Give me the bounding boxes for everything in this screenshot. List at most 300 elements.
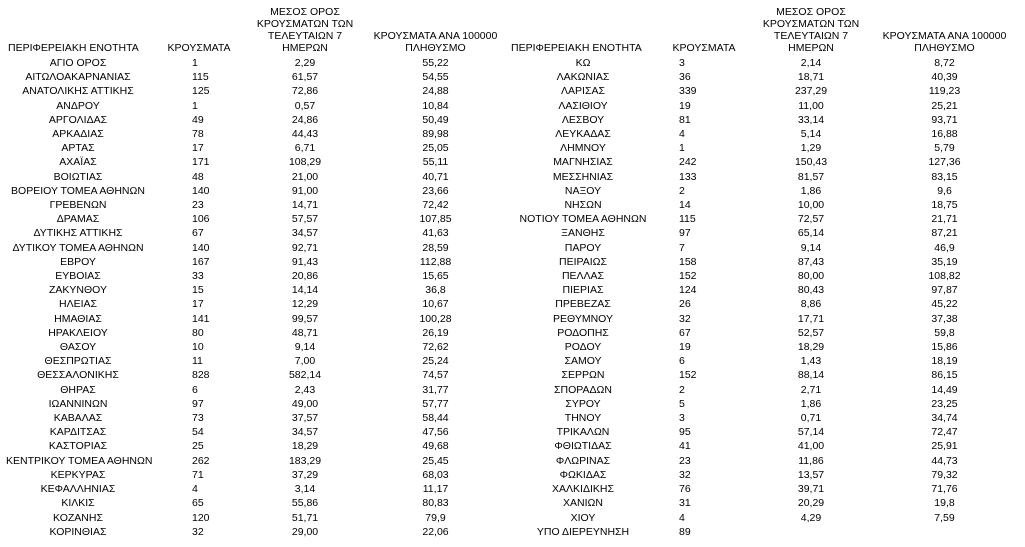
- per100k-cell: 72,47: [931, 426, 958, 439]
- per100k-cell: 71,76: [931, 483, 958, 496]
- cases-cell: 89: [679, 525, 691, 538]
- avg7-cell: 12,29: [291, 298, 319, 311]
- per100k-cell: 15,65: [422, 270, 449, 283]
- avg7-cell: 150,43: [794, 156, 828, 169]
- avg7-cell: 108,29: [288, 156, 322, 169]
- cases-cell: 115: [192, 71, 209, 84]
- per100k-cell: 16,88: [931, 128, 958, 141]
- per100k-cell: 28,59: [422, 241, 449, 254]
- cases-cell: 67: [679, 326, 691, 339]
- cases-cell: 32: [679, 468, 691, 481]
- avg7-cell: 11,86: [798, 454, 824, 467]
- region-cell: ΔΡΑΜΑΣ: [56, 213, 100, 226]
- region-cell: ΞΑΝΘΗΣ: [561, 227, 605, 240]
- avg7-cell: 183,29: [288, 454, 322, 467]
- region-cell: ΣΥΡΟΥ: [565, 397, 601, 410]
- region-cell: ΚΙΛΚΙΣ: [61, 497, 95, 510]
- avg7-cell: 44,43: [291, 128, 319, 141]
- region-cell: ΚΑΣΤΟΡΙΑΣ: [48, 440, 108, 453]
- per100k-cell: 79,9: [425, 511, 446, 524]
- region-cell: ΛΑΚΩΝΙΑΣ: [556, 71, 610, 84]
- cases-cell: 10: [192, 341, 204, 354]
- per100k-cell: 23,66: [422, 184, 449, 197]
- per100k-cell: 40,71: [422, 170, 449, 183]
- region-cell: ΚΕΦΑΛΛΗΝΙΑΣ: [40, 483, 116, 496]
- cases-cell: 11: [192, 355, 203, 368]
- avg7-cell: 80,00: [797, 270, 825, 283]
- per100k-cell: 19,8: [934, 497, 955, 510]
- avg7-cell: 2,43: [294, 383, 316, 396]
- table-row: [4, 170, 1016, 184]
- avg7-cell: 582,14: [288, 369, 322, 382]
- region-cell: ΛΑΣΙΘΙΟΥ: [558, 99, 608, 112]
- avg7-cell: 49,00: [291, 397, 319, 410]
- cases-cell: 1: [679, 142, 685, 155]
- per100k-cell: 25,21: [931, 99, 958, 112]
- avg7-cell: 34,57: [291, 227, 319, 240]
- avg7-cell: 33,14: [797, 113, 825, 126]
- avg7-cell: 1,86: [800, 397, 822, 410]
- region-cell: ΕΒΡΟΥ: [60, 255, 96, 268]
- region-cell: ΑΧΑΪΑΣ: [59, 156, 97, 169]
- avg7-cell: 5,14: [800, 128, 822, 141]
- cases-cell: 78: [192, 128, 204, 141]
- region-cell: ΘΕΣΣΑΛΟΝΙΚΗΣ: [37, 369, 119, 382]
- per100k-cell: 72,62: [422, 341, 449, 354]
- per100k-cell: 50,49: [422, 113, 449, 126]
- cases-cell: 242: [679, 156, 697, 169]
- per100k-cell: 58,44: [422, 412, 449, 425]
- cases-cell: 17: [192, 298, 204, 311]
- per100k-cell: 119,23: [928, 85, 961, 98]
- per100k-cell: 10,67: [422, 298, 449, 311]
- region-cell: ΝΑΞΟΥ: [564, 184, 602, 197]
- region-cell: ΧΑΛΚΙΔΙΚΗΣ: [552, 483, 614, 496]
- cases-cell: 36: [679, 71, 691, 84]
- cases-cell: 125: [192, 85, 210, 98]
- region-cell: ΠΑΡΟΥ: [564, 241, 602, 254]
- cases-cell: 140: [192, 241, 210, 254]
- avg7-cell: 72,57: [797, 213, 825, 226]
- per100k-cell: 10,84: [422, 99, 449, 112]
- cases-cell: 152: [679, 270, 697, 283]
- region-cell: ΗΡΑΚΛΕΙΟΥ: [48, 326, 108, 339]
- cases-cell: 6: [192, 383, 198, 396]
- avg7-cell: 99,57: [291, 312, 319, 325]
- cases-cell: 2: [679, 383, 685, 396]
- avg7-cell: 1,86: [800, 184, 822, 197]
- cases-cell: 133: [679, 170, 697, 183]
- cases-cell: 97: [679, 227, 691, 240]
- avg7-cell: 10,00: [797, 199, 825, 212]
- region-cell: ΛΕΥΚΑΔΑΣ: [555, 128, 611, 141]
- avg7-cell: 57,14: [797, 426, 825, 439]
- per100k-cell: 74,57: [422, 369, 449, 382]
- table-row: [4, 56, 1016, 70]
- per100k-cell: 47,56: [422, 426, 449, 439]
- avg7-cell: 65,14: [797, 227, 825, 240]
- per100k-cell: 55,22: [422, 57, 449, 69]
- cases-cell: 41: [679, 440, 691, 453]
- per100k-cell: 93,71: [931, 113, 958, 126]
- avg7-cell: 29,00: [291, 525, 319, 538]
- header-cases: ΚΡΟΥΣΜΑΤΑ: [167, 42, 231, 54]
- per100k-cell: 49,68: [422, 440, 449, 453]
- region-cell: ΡΕΘΥΜΝΟΥ: [552, 312, 613, 325]
- avg7-cell: 91,00: [291, 184, 319, 197]
- cases-cell: 1: [192, 57, 198, 69]
- region-cell: ΘΕΣΠΡΩΤΙΑΣ: [44, 355, 112, 368]
- avg7-cell: [749, 525, 873, 539]
- per100k-cell: 46,9: [934, 241, 955, 254]
- cases-cell: 26: [679, 298, 691, 311]
- table-row: [4, 70, 1016, 84]
- cases-cell: 54: [192, 426, 204, 439]
- region-cell: ΘΗΡΑΣ: [60, 383, 96, 396]
- region-cell: ΔΥΤΙΚΟΥ ΤΟΜΕΑ ΑΘΗΝΩΝ: [12, 241, 144, 254]
- per100k-cell: 68,03: [422, 468, 449, 481]
- per100k-cell: 5,79: [934, 142, 955, 155]
- per100k-cell: 11,17: [422, 483, 449, 496]
- cases-cell: 14: [679, 199, 691, 212]
- cases-cell: 4: [679, 128, 685, 141]
- avg7-cell: 14,71: [291, 199, 319, 212]
- avg7-cell: 88,14: [797, 369, 825, 382]
- region-cell: ΠΕΙΡΑΙΩΣ: [559, 255, 607, 268]
- region-cell: ΡΟΔΟΥ: [564, 341, 602, 354]
- cases-cell: 71: [192, 468, 204, 481]
- region-cell: ΗΛΕΙΑΣ: [58, 298, 97, 311]
- cases-cell: 25: [192, 440, 204, 453]
- region-cell: ΦΘΙΩΤΙΔΑΣ: [554, 440, 612, 453]
- region-cell: ΗΜΑΘΙΑΣ: [54, 312, 102, 325]
- table-row: [4, 368, 1016, 382]
- table-row: [4, 454, 1016, 468]
- cases-cell: 65: [192, 497, 204, 510]
- per100k-cell: 34,74: [931, 412, 958, 425]
- cases-cell: 1: [192, 99, 198, 112]
- region-cell: ΜΕΣΣΗΝΙΑΣ: [552, 170, 614, 183]
- region-cell: ΒΟΙΩΤΙΑΣ: [53, 170, 103, 183]
- region-cell: ΚΟΖΑΝΗΣ: [53, 511, 103, 524]
- cases-cell: 262: [192, 454, 210, 467]
- cases-cell: 4: [192, 483, 198, 496]
- header-region: ΠΕΡΙΦΕΡΕΙΑΚΗ ΕΝΟΤΗΤΑ: [511, 42, 642, 54]
- per100k-cell: 36,8: [425, 284, 446, 297]
- avg7-cell: 37,29: [291, 468, 319, 481]
- cases-cell: 81: [679, 113, 691, 126]
- header-avg7: ΜΕΣΟΣ ΟΡΟΣ ΚΡΟΥΣΜΑΤΩΝ ΤΩΝ ΤΕΛΕΥΤΑΙΩΝ 7 ΗΜΕΡΩΝ: [762, 6, 860, 54]
- region-cell: ΑΡΤΑΣ: [61, 142, 95, 155]
- cases-cell: 67: [192, 227, 204, 240]
- table-row: [4, 198, 1016, 212]
- cases-cell: 48: [192, 170, 204, 183]
- table-row: [4, 496, 1016, 510]
- region-cell: ΘΑΣΟΥ: [59, 341, 97, 354]
- table-row: [4, 212, 1016, 226]
- table-row: [4, 141, 1016, 155]
- header-cases: ΚΡΟΥΣΜΑΤΑ: [672, 42, 736, 54]
- region-cell: ΛΑΡΙΣΑΣ: [561, 85, 605, 98]
- per100k-cell: 41,63: [422, 227, 449, 240]
- table-row: [4, 84, 1016, 98]
- per100k-cell: 18,19: [931, 355, 958, 368]
- table-row: [4, 297, 1016, 311]
- region-cell: ΥΠΟ ΔΙΕΡΕΥΝΗΣΗ: [536, 525, 630, 538]
- per100k-cell: 26,19: [422, 326, 449, 339]
- region-cell: ΚΕΝΤΡΙΚΟΥ ΤΟΜΕΑ ΑΘΗΝΩΝ: [6, 454, 152, 467]
- per100k-cell: 15,86: [931, 341, 958, 354]
- per100k-cell: 100,28: [419, 312, 452, 325]
- cases-cell: 31: [679, 497, 691, 510]
- header-avg7: ΜΕΣΟΣ ΟΡΟΣ ΚΡΟΥΣΜΑΤΩΝ ΤΩΝ ΤΕΛΕΥΤΑΙΩΝ 7 ΗΜΕΡΩΝ: [256, 6, 354, 54]
- avg7-cell: 2,71: [800, 383, 822, 396]
- avg7-cell: 8,86: [800, 298, 822, 311]
- region-cell: ΠΙΕΡΙΑΣ: [562, 284, 604, 297]
- per100k-cell: 112,88: [419, 255, 452, 268]
- region-cell: ΚΕΡΚΥΡΑΣ: [50, 468, 106, 481]
- per100k-cell: 89,98: [422, 128, 449, 141]
- avg7-cell: 34,57: [291, 426, 319, 439]
- avg7-cell: 87,43: [797, 255, 825, 268]
- cases-cell: 19: [679, 99, 691, 112]
- cases-cell: 17: [192, 142, 204, 155]
- per100k-cell: 18,75: [931, 199, 958, 212]
- cases-cell: 2: [679, 184, 685, 197]
- table-row: [4, 397, 1016, 411]
- cases-cell: 19: [679, 341, 691, 354]
- cases-cell: 158: [679, 255, 697, 268]
- avg7-cell: 55,86: [291, 497, 319, 510]
- avg7-cell: 18,29: [797, 341, 825, 354]
- avg7-cell: 81,57: [797, 170, 825, 183]
- per100k-cell: 8,72: [934, 57, 955, 69]
- cases-cell: 124: [679, 284, 697, 297]
- per100k-cell: 22,06: [422, 525, 449, 538]
- table-row: [4, 241, 1016, 255]
- table-row: [4, 269, 1016, 283]
- per100k-cell: 23,25: [931, 397, 958, 410]
- per100k-cell: 107,85: [419, 213, 452, 226]
- region-cell: ΧΙΟΥ: [570, 511, 596, 524]
- table-row: [4, 525, 1016, 539]
- per100k-cell: 87,21: [931, 227, 958, 240]
- region-cell: ΑΡΚΑΔΙΑΣ: [52, 128, 104, 141]
- cases-cell: 7: [679, 241, 685, 254]
- region-cell: ΚΑΡΔΙΤΣΑΣ: [49, 426, 107, 439]
- table-row: [4, 439, 1016, 453]
- cases-cell: 152: [679, 369, 697, 382]
- per100k-cell: 59,8: [934, 326, 955, 339]
- table-row: [4, 155, 1016, 169]
- per100k-cell: 44,73: [931, 454, 958, 467]
- per100k-cell: 25,24: [422, 355, 449, 368]
- region-cell: ΡΟΔΟΠΗΣ: [557, 326, 609, 339]
- table-body: [4, 56, 1016, 539]
- cases-cell: 4: [679, 511, 685, 524]
- avg7-cell: 52,57: [797, 326, 825, 339]
- avg7-cell: 41,00: [797, 440, 825, 453]
- avg7-cell: 39,71: [797, 483, 825, 496]
- region-cell: ΑΝΔΡΟΥ: [56, 99, 100, 112]
- spreadsheet: [4, 6, 1016, 539]
- avg7-cell: 1,29: [800, 142, 822, 155]
- per100k-cell: [873, 525, 1016, 539]
- per100k-cell: 25,05: [422, 142, 449, 155]
- region-cell: ΛΗΜΝΟΥ: [560, 142, 606, 155]
- region-cell: ΓΡΕΒΕΝΩΝ: [49, 199, 107, 212]
- cases-cell: 339: [679, 85, 697, 98]
- avg7-cell: 14,14: [291, 284, 319, 297]
- avg7-cell: 0,57: [294, 99, 316, 112]
- avg7-cell: 2,29: [294, 57, 316, 69]
- table-row: [4, 127, 1016, 141]
- region-cell: ΠΕΛΛΑΣ: [561, 270, 605, 283]
- per100k-cell: 14,49: [931, 383, 958, 396]
- cases-cell: 167: [192, 255, 210, 268]
- region-cell: ΖΑΚΥΝΘΟΥ: [48, 284, 107, 297]
- table-row: [4, 283, 1016, 297]
- avg7-cell: 9,14: [294, 341, 316, 354]
- region-cell: ΒΟΡΕΙΟΥ ΤΟΜΕΑ ΑΘΗΝΩΝ: [11, 184, 145, 197]
- region-cell: ΣΠΟΡΑΔΩΝ: [554, 383, 612, 396]
- per100k-cell: 35,19: [931, 255, 958, 268]
- avg7-cell: 61,57: [291, 71, 319, 84]
- per100k-cell: 108,82: [928, 270, 961, 283]
- region-cell: ΦΩΚΙΔΑΣ: [559, 468, 607, 481]
- cases-cell: 171: [192, 156, 210, 169]
- avg7-cell: 13,57: [797, 468, 825, 481]
- region-cell: ΙΩΑΝΝΙΝΩΝ: [48, 397, 108, 410]
- table-row: [4, 354, 1016, 368]
- avg7-cell: 18,71: [797, 71, 825, 84]
- per100k-cell: 83,15: [931, 170, 958, 183]
- cases-cell: 49: [192, 113, 204, 126]
- per100k-cell: 86,15: [931, 369, 958, 382]
- cases-cell: 828: [192, 369, 210, 382]
- region-cell: ΠΡΕΒΕΖΑΣ: [555, 298, 611, 311]
- avg7-cell: 6,71: [294, 142, 316, 155]
- region-cell: ΔΥΤΙΚΗΣ ΑΤΤΙΚΗΣ: [33, 227, 123, 240]
- per100k-cell: 37,38: [931, 312, 958, 325]
- avg7-cell: 91,43: [291, 255, 319, 268]
- cases-cell: 33: [192, 270, 204, 283]
- avg7-cell: 72,86: [291, 85, 319, 98]
- avg7-cell: 51,71: [291, 511, 319, 524]
- cases-cell: 115: [679, 213, 696, 226]
- table-row: [4, 184, 1016, 198]
- table-row: [4, 468, 1016, 482]
- cases-cell: 32: [192, 525, 204, 538]
- table-row: [4, 383, 1016, 397]
- cases-cell: 80: [192, 326, 204, 339]
- per100k-cell: 45,22: [931, 298, 958, 311]
- table-row: [4, 511, 1016, 525]
- per100k-cell: 31,77: [422, 383, 449, 396]
- per100k-cell: 40,39: [931, 71, 958, 84]
- region-cell: ΣΑΜΟΥ: [564, 355, 602, 368]
- region-cell: ΑΡΓΟΛΙΔΑΣ: [48, 113, 108, 126]
- table-row: [4, 340, 1016, 354]
- region-cell: ΜΑΓΝΗΣΙΑΣ: [553, 156, 613, 169]
- cases-cell: 73: [192, 412, 204, 425]
- avg7-cell: 1,43: [800, 355, 822, 368]
- per100k-cell: 127,36: [928, 156, 961, 169]
- cases-cell: 95: [679, 426, 691, 439]
- region-cell: ΚΑΒΑΛΑΣ: [53, 412, 103, 425]
- avg7-cell: 3,14: [294, 483, 316, 496]
- table-row: [4, 226, 1016, 240]
- avg7-cell: 21,00: [291, 170, 319, 183]
- region-cell: ΛΕΣΒΟΥ: [561, 113, 605, 126]
- cases-cell: 3: [679, 412, 685, 425]
- table-row: [4, 411, 1016, 425]
- avg7-cell: 92,71: [291, 241, 319, 254]
- header-region: ΠΕΡΙΦΕΡΕΙΑΚΗ ΕΝΟΤΗΤΑ: [8, 42, 139, 54]
- avg7-cell: 11,00: [798, 99, 824, 112]
- avg7-cell: 4,29: [800, 511, 822, 524]
- avg7-cell: 20,29: [797, 497, 825, 510]
- region-cell: ΝΟΤΙΟΥ ΤΟΜΕΑ ΑΘΗΝΩΝ: [519, 213, 647, 226]
- region-cell: ΧΑΝΙΩΝ: [563, 497, 603, 510]
- avg7-cell: 48,71: [291, 326, 319, 339]
- cases-cell: 32: [679, 312, 691, 325]
- cases-cell: 23: [192, 199, 204, 212]
- avg7-cell: 0,71: [800, 412, 822, 425]
- region-cell: ΝΗΣΩΝ: [564, 199, 602, 212]
- table-row: [4, 99, 1016, 113]
- per100k-cell: 24,88: [422, 85, 449, 98]
- region-cell: ΑΙΤΩΛΟΑΚΑΡΝΑΝΙΑΣ: [25, 71, 131, 84]
- region-cell: ΚΟΡΙΝΘΙΑΣ: [49, 525, 107, 538]
- table-row: [4, 113, 1016, 127]
- region-cell: ΦΛΩΡΙΝΑΣ: [555, 454, 611, 467]
- region-cell: ΤΡΙΚΑΛΩΝ: [556, 426, 610, 439]
- per100k-cell: 9,6: [937, 184, 952, 197]
- table-row: [4, 312, 1016, 326]
- table-row: [4, 255, 1016, 269]
- avg7-cell: 20,86: [291, 270, 319, 283]
- region-cell: ΑΝΑΤΟΛΙΚΗΣ ΑΤΤΙΚΗΣ: [22, 85, 134, 98]
- per100k-cell: 21,71: [931, 213, 958, 226]
- avg7-cell: 7,00: [294, 355, 316, 368]
- avg7-cell: 24,86: [291, 113, 319, 126]
- cases-table: [4, 6, 1016, 539]
- header-row: [4, 6, 1016, 56]
- avg7-cell: 37,57: [291, 412, 319, 425]
- avg7-cell: 80,43: [797, 284, 825, 297]
- per100k-cell: 25,45: [422, 454, 449, 467]
- per100k-cell: 57,77: [422, 397, 449, 410]
- per100k-cell: 97,87: [931, 284, 958, 297]
- header-per100k: ΚΡΟΥΣΜΑΤΑ ΑΝΑ 100000 ΠΛΗΘΥΣΜΟ: [373, 30, 498, 54]
- cases-cell: 3: [679, 57, 685, 69]
- avg7-cell: 17,71: [797, 312, 825, 325]
- avg7-cell: 9,14: [800, 241, 822, 254]
- avg7-cell: 237,29: [794, 85, 828, 98]
- cases-cell: 97: [192, 397, 204, 410]
- table-row: [4, 326, 1016, 340]
- cases-cell: 141: [192, 312, 210, 325]
- cases-cell: 140: [192, 184, 210, 197]
- table-row: [4, 482, 1016, 496]
- region-cell: ΤΗΝΟΥ: [564, 412, 602, 425]
- per100k-cell: 72,42: [422, 199, 449, 212]
- avg7-cell: 2,14: [800, 57, 822, 69]
- table-row: [4, 425, 1016, 439]
- region-cell: ΣΕΡΡΩΝ: [561, 369, 605, 382]
- cases-cell: 6: [679, 355, 685, 368]
